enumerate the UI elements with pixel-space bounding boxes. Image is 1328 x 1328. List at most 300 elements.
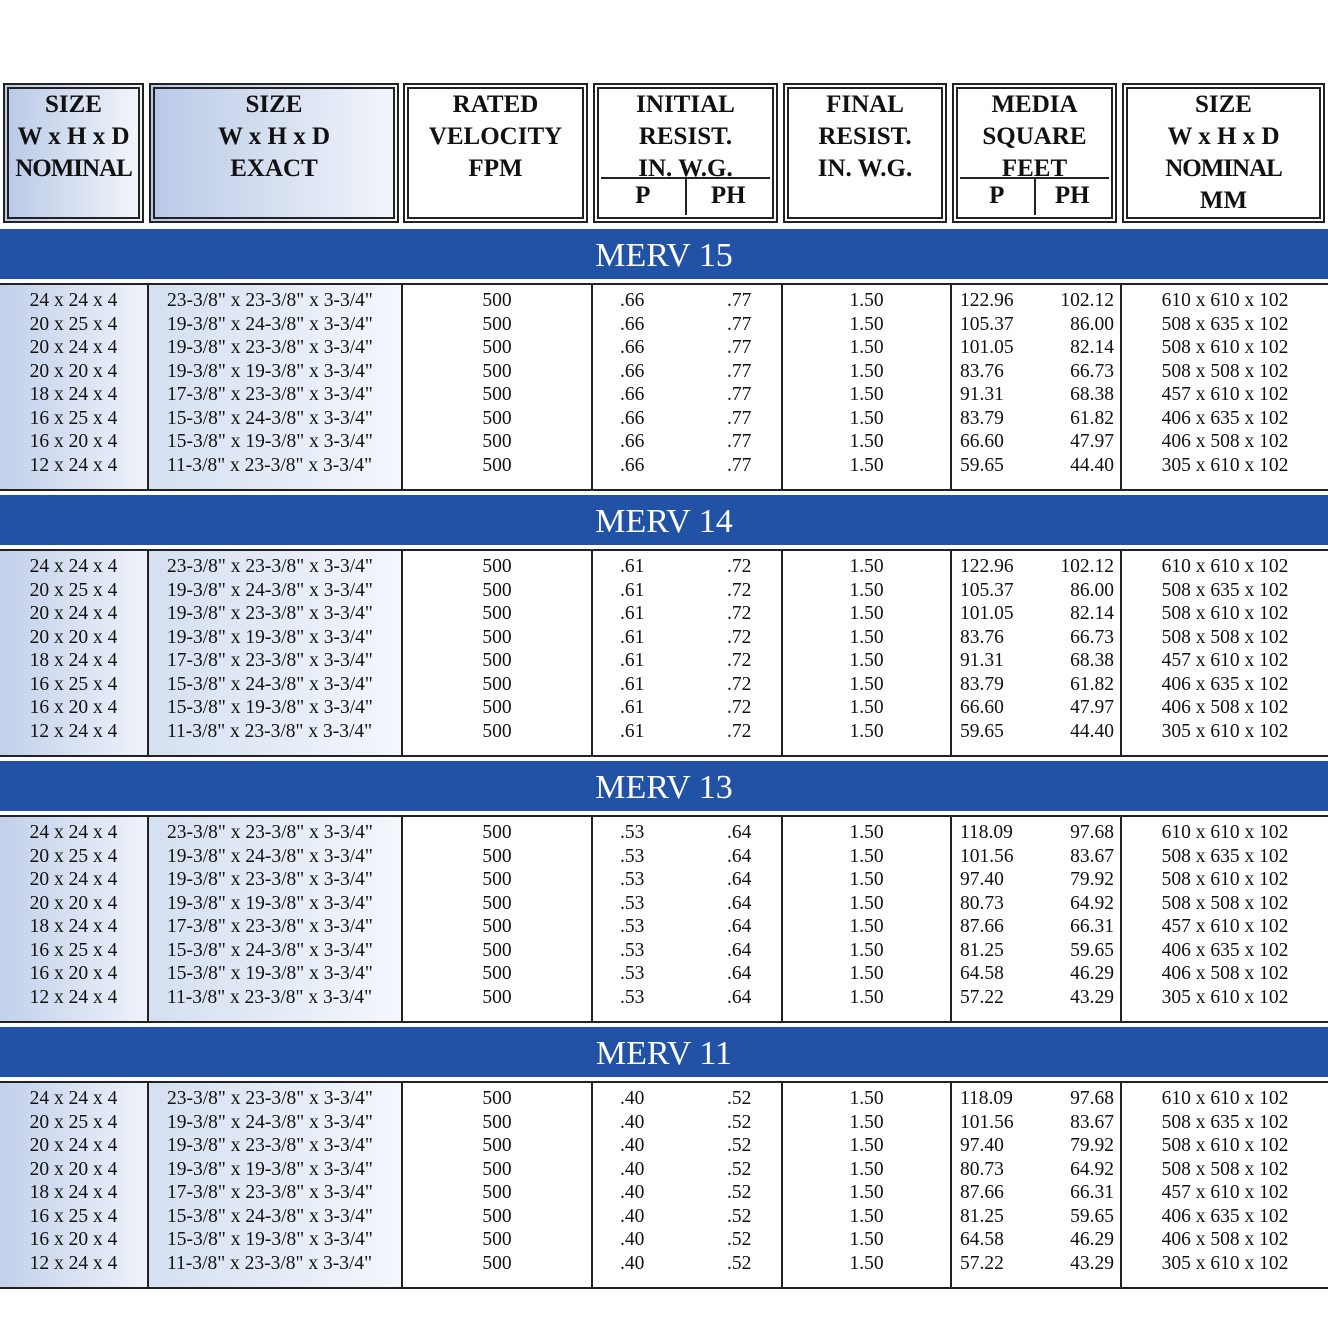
table-cell: 81.25 (960, 1205, 1004, 1227)
table-cell: 1.50 (849, 822, 884, 843)
table-cell: 11-3/8" x 23-3/8" x 3-3/4" (167, 986, 373, 1008)
table-cell: 66.73 (1070, 626, 1114, 648)
table-cell: 83.76 (960, 360, 1004, 382)
table-cell: 508 x 610 x 102 (1161, 1135, 1289, 1156)
table-cell: .61 (620, 673, 645, 695)
col-initial-resist (591, 817, 781, 1021)
table-cell: 118.09 (960, 822, 1013, 843)
table-cell: .66 (620, 407, 645, 429)
header-line: FINAL (826, 91, 904, 118)
table-cell: 19-3/8" x 24-3/8" x 3-3/4" (167, 845, 373, 867)
table-cell: .52 (727, 1158, 752, 1180)
table-cell: .66 (620, 337, 645, 358)
table-cell: 59.65 (960, 720, 1004, 742)
table-cell: 305 x 610 x 102 (1161, 454, 1289, 476)
table-cell: 101.05 (960, 337, 1014, 358)
table-cell: 1.50 (849, 407, 884, 429)
table-cell: 1.50 (849, 313, 884, 335)
col-size-exact (147, 1083, 401, 1287)
col-size-exact (147, 551, 401, 755)
table-cell: 16 x 25 x 4 (29, 1205, 118, 1227)
table-cell: 1.50 (849, 845, 884, 867)
table-cell: .52 (727, 1229, 752, 1250)
table-cell: .53 (620, 939, 645, 961)
col-rated-velocity (401, 817, 591, 1021)
col-rated-velocity (401, 285, 591, 489)
table-cell: 1.50 (849, 986, 884, 1008)
table-cell: .64 (727, 845, 752, 867)
table-cell: 19-3/8" x 23-3/8" x 3-3/4" (167, 869, 373, 890)
table-cell: 97.40 (960, 869, 1004, 890)
table-cell: 15-3/8" x 19-3/8" x 3-3/4" (167, 697, 373, 718)
header-size-exact (149, 83, 399, 223)
table-cell: .61 (620, 603, 645, 624)
table-cell: 66.31 (1070, 916, 1114, 937)
table-cell: 57.22 (960, 986, 1004, 1008)
merv-band (0, 761, 1328, 811)
merv-title: MERV 11 (595, 1035, 733, 1072)
table-cell: 79.92 (1070, 1135, 1114, 1156)
col-size-nominal (0, 285, 147, 489)
table-cell: 20 x 20 x 4 (29, 360, 118, 382)
table-cell: 19-3/8" x 23-3/8" x 3-3/4" (167, 337, 373, 358)
table-cell: .77 (727, 360, 752, 382)
table-cell: 17-3/8" x 23-3/8" x 3-3/4" (167, 1182, 373, 1203)
table-cell: 43.29 (1070, 986, 1114, 1008)
table-cell: .66 (620, 290, 645, 311)
table-cell: .64 (727, 916, 752, 937)
table-cell: 79.92 (1070, 869, 1114, 890)
table-cell: 87.66 (960, 1182, 1004, 1203)
table-cell: .53 (620, 963, 645, 984)
table-cell: 16 x 20 x 4 (29, 1229, 118, 1250)
table-cell: 83.76 (960, 626, 1004, 648)
table-cell: 1.50 (849, 626, 884, 648)
table-cell: 97.68 (1070, 822, 1114, 843)
header-line: SQUARE (982, 123, 1087, 150)
table-cell: 87.66 (960, 916, 1004, 937)
table-cell: 500 (482, 626, 512, 648)
table-cell: 406 x 635 x 102 (1161, 939, 1289, 961)
table-cell: 500 (482, 313, 512, 335)
col-rated-velocity (401, 551, 591, 755)
table-cell: .40 (620, 1158, 645, 1180)
table-cell: 1.50 (849, 431, 884, 452)
table-cell: 1.50 (849, 454, 884, 476)
table-cell: .61 (620, 650, 645, 671)
table-cell: 122.96 (960, 556, 1014, 577)
table-cell: 500 (482, 697, 512, 718)
table-cell: .77 (727, 290, 752, 311)
table-header (0, 83, 1328, 225)
table-cell: 64.58 (960, 963, 1004, 984)
merv-band (0, 1027, 1328, 1077)
table-cell: 64.58 (960, 1229, 1004, 1250)
table-cell: .40 (620, 1111, 645, 1133)
table-cell: 81.25 (960, 939, 1004, 961)
table-cell: 500 (482, 603, 512, 624)
table-cell: 24 x 24 x 4 (29, 822, 118, 843)
table-cell: .64 (727, 869, 752, 890)
table-cell: 15-3/8" x 19-3/8" x 3-3/4" (167, 1229, 373, 1250)
table-cell: .52 (727, 1088, 752, 1109)
table-cell: .61 (620, 697, 645, 718)
table-cell: .72 (727, 673, 752, 695)
table-cell: 59.65 (960, 454, 1004, 476)
table-cell: .53 (620, 869, 645, 890)
table-cell: 15-3/8" x 24-3/8" x 3-3/4" (167, 673, 373, 695)
header-sub-p: P (989, 182, 1005, 209)
table-cell: 508 x 610 x 102 (1161, 337, 1289, 358)
table-cell: 610 x 610 x 102 (1161, 1088, 1289, 1109)
table-cell: 83.67 (1070, 845, 1114, 867)
table-cell: 16 x 20 x 4 (29, 431, 118, 452)
header-line: INITIAL (636, 91, 735, 118)
table-cell: 500 (482, 454, 512, 476)
table-cell: 508 x 508 x 102 (1161, 1158, 1289, 1180)
col-media-sq-ft (950, 1083, 1120, 1287)
table-cell: 80.73 (960, 892, 1004, 914)
table-cell: 406 x 635 x 102 (1161, 673, 1289, 695)
table-cell: 118.09 (960, 1088, 1013, 1109)
table-cell: 12 x 24 x 4 (29, 1252, 118, 1274)
table-cell: 101.56 (960, 1111, 1014, 1133)
header-line: MEDIA (991, 91, 1078, 118)
table-cell: 1.50 (849, 579, 884, 601)
table-cell: 20 x 25 x 4 (29, 845, 118, 867)
header-line: FEET (1001, 155, 1068, 182)
table-cell: .52 (727, 1252, 752, 1274)
table-cell: 18 x 24 x 4 (29, 384, 118, 405)
col-media-sq-ft (950, 285, 1120, 489)
table-cell: 47.97 (1070, 697, 1114, 718)
table-cell: 24 x 24 x 4 (29, 290, 118, 311)
table-cell: 500 (482, 1135, 512, 1156)
table-cell: 500 (482, 963, 512, 984)
col-media-sq-ft (950, 551, 1120, 755)
col-size-nominal (0, 1083, 147, 1287)
merv-title: MERV 15 (595, 237, 733, 274)
table-cell: .77 (727, 407, 752, 429)
merv-title: MERV 13 (595, 769, 733, 806)
table-cell: 102.12 (1060, 290, 1114, 311)
table-cell: 18 x 24 x 4 (29, 650, 118, 671)
table-cell: 508 x 635 x 102 (1161, 313, 1289, 335)
table-cell: .61 (620, 720, 645, 742)
col-final-resist (781, 285, 950, 489)
table-cell: 64.92 (1070, 1158, 1114, 1180)
col-initial-resist (591, 551, 781, 755)
table-cell: 15-3/8" x 19-3/8" x 3-3/4" (167, 431, 373, 452)
table-cell: 500 (482, 1205, 512, 1227)
col-final-resist (781, 1083, 950, 1287)
table-cell: 86.00 (1070, 579, 1114, 601)
table-cell: 23-3/8" x 23-3/8" x 3-3/4" (167, 556, 373, 577)
table-cell: 500 (482, 845, 512, 867)
table-cell: 508 x 508 x 102 (1161, 892, 1289, 914)
table-cell: 19-3/8" x 24-3/8" x 3-3/4" (167, 579, 373, 601)
header-size-mm (1122, 83, 1325, 223)
table-cell: 1.50 (849, 603, 884, 624)
col-size-mm (1120, 1083, 1328, 1287)
table-cell: .72 (727, 579, 752, 601)
table-cell: 305 x 610 x 102 (1161, 1252, 1289, 1274)
table-cell: .53 (620, 845, 645, 867)
table-cell: 91.31 (960, 650, 1004, 671)
table-cell: 61.82 (1070, 673, 1114, 695)
header-sub-ph: PH (1034, 179, 1110, 215)
table-cell: 20 x 20 x 4 (29, 892, 118, 914)
table-cell: 305 x 610 x 102 (1161, 720, 1289, 742)
table-cell: 610 x 610 x 102 (1161, 290, 1289, 311)
table-cell: 500 (482, 337, 512, 358)
table-cell: .72 (727, 720, 752, 742)
table-cell: 500 (482, 822, 512, 843)
header-sub-ph: PH (685, 179, 771, 215)
table-cell: 66.73 (1070, 360, 1114, 382)
table-cell: 20 x 24 x 4 (29, 603, 118, 624)
table-cell: 47.97 (1070, 431, 1114, 452)
header-line: RESIST. (818, 123, 912, 150)
header-line: W x H x D (17, 123, 130, 150)
table-cell: 1.50 (849, 337, 884, 358)
table-cell: 457 x 610 x 102 (1161, 650, 1289, 671)
col-initial-resist (591, 285, 781, 489)
table-cell: .66 (620, 313, 645, 335)
table-cell: 19-3/8" x 19-3/8" x 3-3/4" (167, 1158, 373, 1180)
table-cell: 57.22 (960, 1252, 1004, 1274)
table-cell: 11-3/8" x 23-3/8" x 3-3/4" (167, 1252, 373, 1274)
table-cell: 500 (482, 360, 512, 382)
table-cell: 500 (482, 1088, 512, 1109)
table-cell: 83.67 (1070, 1111, 1114, 1133)
header-line: W x H x D (217, 123, 331, 150)
table-cell: 12 x 24 x 4 (29, 454, 118, 476)
header-line: SIZE (45, 91, 102, 118)
table-cell: .72 (727, 697, 752, 718)
table-cell: 1.50 (849, 673, 884, 695)
table-cell: 508 x 635 x 102 (1161, 1111, 1289, 1133)
header-line: VELOCITY (428, 123, 563, 150)
table-cell: 1.50 (849, 650, 884, 671)
table-cell: 508 x 508 x 102 (1161, 626, 1289, 648)
table-cell: 105.37 (960, 579, 1014, 601)
table-cell: 105.37 (960, 313, 1014, 335)
table-cell: 500 (482, 1111, 512, 1133)
table-cell: .66 (620, 454, 645, 476)
table-cell: .40 (620, 1182, 645, 1203)
table-cell: 1.50 (849, 1252, 884, 1274)
table-cell: .64 (727, 963, 752, 984)
table-cell: 500 (482, 673, 512, 695)
table-cell: .52 (727, 1182, 752, 1203)
table-cell: 20 x 20 x 4 (29, 626, 118, 648)
table-cell: .77 (727, 431, 752, 452)
table-cell: .77 (727, 454, 752, 476)
table-cell: 457 x 610 x 102 (1161, 1182, 1289, 1203)
table-cell: 1.50 (849, 556, 884, 577)
table-cell: 15-3/8" x 24-3/8" x 3-3/4" (167, 939, 373, 961)
table-cell: 17-3/8" x 23-3/8" x 3-3/4" (167, 916, 373, 937)
col-media-sq-ft (950, 817, 1120, 1021)
table-cell: 19-3/8" x 24-3/8" x 3-3/4" (167, 313, 373, 335)
merv-group-body (0, 1081, 1328, 1289)
table-cell: 406 x 635 x 102 (1161, 407, 1289, 429)
table-cell: 508 x 635 x 102 (1161, 579, 1289, 601)
table-cell: 82.14 (1070, 337, 1114, 358)
col-initial-resist (591, 1083, 781, 1287)
table-cell: 64.92 (1070, 892, 1114, 914)
table-cell: 68.38 (1070, 384, 1114, 405)
table-cell: 18 x 24 x 4 (29, 916, 118, 937)
table-cell: 500 (482, 720, 512, 742)
table-cell: 43.29 (1070, 1252, 1114, 1274)
table-cell: 500 (482, 1158, 512, 1180)
table-cell: 59.65 (1070, 1205, 1114, 1227)
table-cell: 508 x 635 x 102 (1161, 845, 1289, 867)
table-cell: 20 x 24 x 4 (29, 869, 118, 890)
header-line: FPM (468, 155, 523, 182)
table-cell: 1.50 (849, 1229, 884, 1250)
table-cell: 16 x 25 x 4 (29, 673, 118, 695)
merv-band (0, 495, 1328, 545)
table-cell: 86.00 (1070, 313, 1114, 335)
table-cell: 457 x 610 x 102 (1161, 384, 1289, 405)
header-line: NOMINAL (15, 155, 132, 182)
col-size-nominal (0, 817, 147, 1021)
table-cell: 406 x 508 x 102 (1161, 697, 1289, 718)
table-cell: 1.50 (849, 360, 884, 382)
table-cell: .66 (620, 360, 645, 382)
table-cell: 500 (482, 556, 512, 577)
table-cell: 17-3/8" x 23-3/8" x 3-3/4" (167, 384, 373, 405)
table-cell: 500 (482, 1182, 512, 1203)
header-line: RATED (452, 91, 539, 118)
table-cell: 101.05 (960, 603, 1014, 624)
col-size-exact (147, 817, 401, 1021)
header-line: RESIST. (638, 123, 733, 150)
table-cell: 83.79 (960, 673, 1004, 695)
header-rated-velocity (403, 83, 588, 223)
table-cell: 20 x 25 x 4 (29, 579, 118, 601)
header-final-resist (783, 83, 947, 223)
table-cell: .72 (727, 650, 752, 671)
header-line: EXACT (230, 155, 318, 182)
table-cell: .53 (620, 916, 645, 937)
table-cell: 1.50 (849, 1158, 884, 1180)
merv-group-body (0, 283, 1328, 491)
table-cell: 508 x 610 x 102 (1161, 869, 1289, 890)
table-cell: .77 (727, 384, 752, 405)
table-cell: 12 x 24 x 4 (29, 720, 118, 742)
table-cell: 15-3/8" x 24-3/8" x 3-3/4" (167, 407, 373, 429)
table-cell: 500 (482, 384, 512, 405)
table-cell: 20 x 25 x 4 (29, 1111, 118, 1133)
table-cell: 23-3/8" x 23-3/8" x 3-3/4" (167, 822, 373, 843)
table-cell: 15-3/8" x 19-3/8" x 3-3/4" (167, 963, 373, 984)
table-cell: 500 (482, 939, 512, 961)
table-cell: 16 x 20 x 4 (29, 697, 118, 718)
table-cell: .64 (727, 939, 752, 961)
table-cell: 11-3/8" x 23-3/8" x 3-3/4" (167, 454, 373, 476)
table-cell: 20 x 24 x 4 (29, 337, 118, 358)
header-line: IN. W.G. (638, 155, 733, 182)
table-cell: .40 (620, 1135, 645, 1156)
table-cell: .40 (620, 1205, 645, 1227)
table-cell: 1.50 (849, 1135, 884, 1156)
col-final-resist (781, 817, 950, 1021)
table-cell: .53 (620, 892, 645, 914)
table-cell: 16 x 20 x 4 (29, 963, 118, 984)
header-media-square-feet (952, 83, 1117, 223)
header-line: W x H x D (1167, 123, 1280, 150)
table-cell: 16 x 25 x 4 (29, 939, 118, 961)
table-cell: 24 x 24 x 4 (29, 1088, 118, 1109)
table-cell: 66.60 (960, 697, 1004, 718)
table-cell: .77 (727, 337, 752, 358)
table-cell: 610 x 610 x 102 (1161, 556, 1289, 577)
header-sub-p: P (635, 182, 651, 209)
table-cell: 102.12 (1060, 556, 1114, 577)
table-cell: 406 x 508 x 102 (1161, 431, 1289, 452)
merv-band (0, 229, 1328, 279)
table-cell: 44.40 (1070, 720, 1114, 742)
table-cell: 24 x 24 x 4 (29, 556, 118, 577)
col-size-mm (1120, 817, 1328, 1021)
header-initial-subcols (601, 177, 770, 215)
table-cell: 500 (482, 1229, 512, 1250)
table-cell: 97.68 (1070, 1088, 1114, 1109)
table-cell: 1.50 (849, 916, 884, 937)
table-cell: 16 x 25 x 4 (29, 407, 118, 429)
table-cell: 1.50 (849, 384, 884, 405)
table-cell: 1.50 (849, 720, 884, 742)
table-cell: .72 (727, 556, 752, 577)
table-cell: 1.50 (849, 697, 884, 718)
table-cell: 82.14 (1070, 603, 1114, 624)
table-cell: .66 (620, 431, 645, 452)
table-cell: 406 x 508 x 102 (1161, 1229, 1289, 1250)
table-cell: 500 (482, 869, 512, 890)
table-cell: 1.50 (849, 1088, 884, 1109)
table-cell: 1.50 (849, 963, 884, 984)
table-cell: 1.50 (849, 1182, 884, 1203)
table-cell: 1.50 (849, 869, 884, 890)
table-cell: .72 (727, 603, 752, 624)
col-size-nominal (0, 551, 147, 755)
header-line: SIZE (245, 91, 303, 118)
table-cell: 122.96 (960, 290, 1014, 311)
table-cell: 500 (482, 892, 512, 914)
table-cell: 305 x 610 x 102 (1161, 986, 1289, 1008)
table-cell: 11-3/8" x 23-3/8" x 3-3/4" (167, 720, 373, 742)
table-cell: 1.50 (849, 892, 884, 914)
col-rated-velocity (401, 1083, 591, 1287)
table-cell: 68.38 (1070, 650, 1114, 671)
table-cell: 66.31 (1070, 1182, 1114, 1203)
col-size-exact (147, 285, 401, 489)
table-cell: 59.65 (1070, 939, 1114, 961)
table-cell: 20 x 20 x 4 (29, 1158, 118, 1180)
table-cell: 91.31 (960, 384, 1004, 405)
table-cell: .52 (727, 1111, 752, 1133)
table-cell: .64 (727, 986, 752, 1008)
table-cell: 101.56 (960, 845, 1014, 867)
table-cell: .52 (727, 1135, 752, 1156)
table-cell: 508 x 610 x 102 (1161, 603, 1289, 624)
table-cell: 19-3/8" x 23-3/8" x 3-3/4" (167, 603, 373, 624)
table-cell: 406 x 635 x 102 (1161, 1205, 1289, 1227)
